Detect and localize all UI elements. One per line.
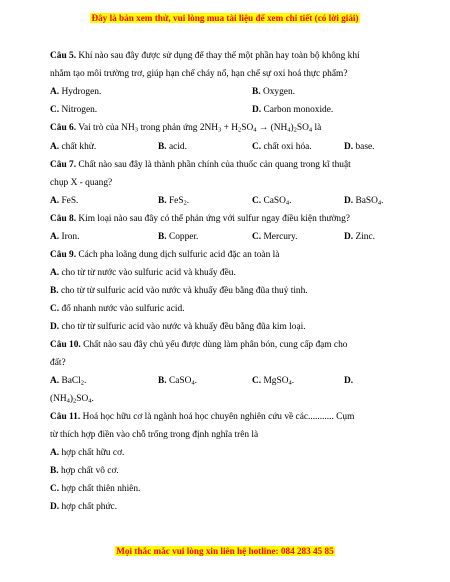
option-b: B. acid.: [158, 142, 187, 152]
question-7-cont: chụp X - quang?: [50, 178, 113, 188]
question-11-option-d: D. hợp chất phức.: [50, 502, 118, 512]
question-5-cont: nhằm tạo môi trường trơ, giúp hạn chế cháy nổ, hạn chế sự oxi hoá thực phẩm?: [50, 69, 348, 79]
question-10: Câu 10. Chất nào sau đây chủ yếu được dùng làm phân bón, cung cấp đạm cho: [50, 340, 348, 350]
question-9-option-d: D. cho từ từ sulfuric acid vào nước và khuấy đều bằng đũa kim loại.: [50, 322, 306, 332]
question-5: [50, 51, 405, 62]
option-d: D. base.: [344, 142, 375, 152]
option-d: D. Zinc.: [344, 232, 375, 242]
question-8: Câu 8. Kim loại nào sau đây có thể phản ứng với sulfur ngay điều kiện thường?: [50, 214, 350, 224]
question-number: Câu 5.: [50, 51, 77, 61]
question-11-option-b: B. hợp chất vô cơ.: [50, 466, 119, 476]
option-c: C. MgSO$_4$.: [252, 376, 295, 387]
question-9-option-a: A. cho từ từ nước vào sulfuric acid và khuấy đều.: [50, 268, 236, 278]
option-c: C. chất oxi hóa.: [252, 142, 312, 152]
question-6: Câu 6. Vai trò của $NH_3$ trong phản ứng $2NH_3 + H_2SO_4 \to (NH_4)_2SO_4$ là: [50, 123, 322, 134]
option-d: D. BaSO$_4$.: [344, 196, 384, 207]
question-11-option-c: C. hợp chất thiên nhiên.: [50, 484, 141, 494]
option-a: A. Iron.: [50, 232, 80, 242]
question-10-cont: đất?: [50, 358, 66, 368]
option-b: B. Copper.: [158, 232, 199, 242]
option-d-key: D.: [344, 376, 354, 386]
option-b: B. CaSO$_4$.: [158, 376, 197, 387]
option-b: B. FeS$_2$.: [158, 196, 190, 207]
option-d: D. Carbon monoxide.: [252, 105, 334, 115]
question-11-cont: từ thích hợp điền vào chỗ trống trong định nghĩa trên là: [50, 430, 259, 440]
question-10-option-d: $(NH_4)_2SO_4$.: [50, 394, 94, 405]
option-c: C. CaSO$_4$.: [252, 196, 292, 207]
question-9: Câu 9. Cách pha loãng dung dịch sulfuric acid đặc an toàn là: [50, 250, 280, 260]
question-11-option-a: A. hợp chất hữu cơ.: [50, 448, 125, 458]
option-b: B. Oxygen.: [252, 87, 295, 97]
option-c: C. Nitrogen.: [50, 105, 98, 115]
question-11: Câu 11. Hoá học hữu cơ là ngành hoá học chuyên nghiên cứu về các........... Cụm: [50, 412, 355, 422]
preview-notice: Đây là bản xem thử, vui lòng mua tài liệu để xem chi tiết (có lời giải): [91, 13, 359, 23]
question-9-option-c: C. đổ nhanh nước vào sulfuric acid.: [50, 304, 185, 314]
question-text: Khí nào sau đây được sử dụng để thay thế một phần hay toàn bộ không khí: [76, 51, 360, 61]
option-a: A. FeS.: [50, 196, 79, 206]
option-a: A. chất khử.: [50, 142, 97, 152]
question-9-option-b: B. cho từ từ sulfuric acid vào nước và khuấy đều bằng đũa thuỷ tinh.: [50, 286, 308, 296]
option-c: C. Mercury.: [252, 232, 298, 242]
option-a: A. BaCl$_2$.: [50, 376, 87, 387]
option-a: A. Hydrogen.: [50, 87, 102, 97]
question-7: Câu 7. Chất nào sau đây là thành phần chính của thuốc cản quang trong kĩ thuật: [50, 160, 351, 170]
hotline-footer: Mọi thắc mắc vui lòng xin liên hệ hotline: 084 283 45 85: [116, 546, 334, 556]
